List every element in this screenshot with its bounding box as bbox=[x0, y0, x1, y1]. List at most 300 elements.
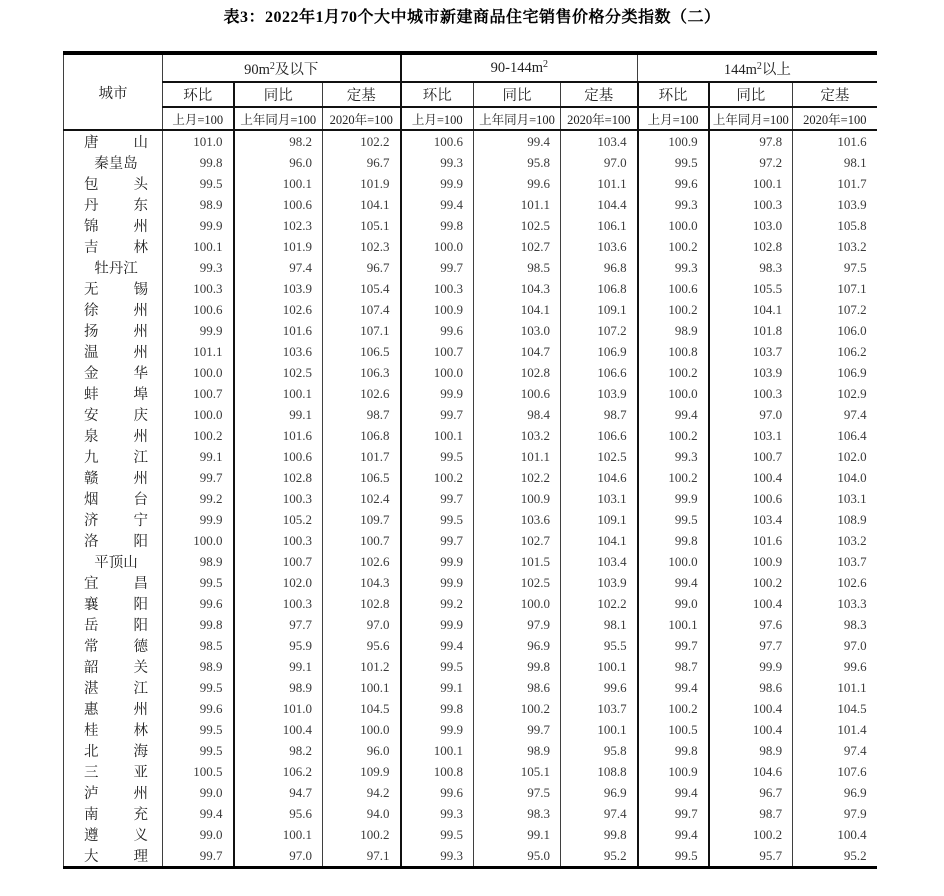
value-cell: 101.7 bbox=[793, 173, 877, 194]
city-name bbox=[84, 215, 148, 236]
value-cell: 100.2 bbox=[163, 425, 234, 446]
value-cell: 97.5 bbox=[793, 257, 877, 278]
city-cell bbox=[64, 257, 163, 278]
value-cell: 100.2 bbox=[638, 467, 709, 488]
value-cell: 99.8 bbox=[474, 656, 561, 677]
table-row bbox=[64, 572, 877, 593]
value-cell: 101.2 bbox=[323, 656, 401, 677]
value-cell: 95.8 bbox=[561, 740, 638, 761]
city-name-char: 州 bbox=[133, 303, 148, 319]
value-cell: 99.4 bbox=[638, 677, 709, 698]
value-cell: 97.6 bbox=[709, 614, 793, 635]
value-cell: 103.4 bbox=[561, 551, 638, 572]
value-cell: 98.7 bbox=[323, 404, 401, 425]
city-cell bbox=[64, 614, 163, 635]
city-name-char: 蚌 bbox=[84, 387, 99, 403]
value-cell: 98.9 bbox=[474, 740, 561, 761]
value-cell: 100.6 bbox=[401, 130, 474, 152]
value-cell: 103.4 bbox=[709, 509, 793, 530]
table-row bbox=[64, 719, 877, 740]
value-cell: 98.6 bbox=[474, 677, 561, 698]
value-cell: 103.6 bbox=[561, 236, 638, 257]
table-row bbox=[64, 740, 877, 761]
value-cell: 107.6 bbox=[793, 761, 877, 782]
table-row bbox=[64, 152, 877, 173]
value-cell: 101.4 bbox=[793, 719, 877, 740]
city-name bbox=[84, 341, 148, 362]
city-cell bbox=[64, 656, 163, 677]
value-cell: 102.3 bbox=[323, 236, 401, 257]
city-name bbox=[84, 845, 148, 866]
value-cell: 99.7 bbox=[401, 257, 474, 278]
value-cell: 105.4 bbox=[323, 278, 401, 299]
city-name-char: 九 bbox=[84, 450, 99, 466]
city-name-char: 州 bbox=[133, 345, 148, 361]
header-yoy-2: 同比 bbox=[474, 82, 561, 107]
value-cell: 98.5 bbox=[163, 635, 234, 656]
city-name-char: 丹 bbox=[84, 198, 99, 214]
city-name-char: 顶 bbox=[108, 555, 124, 571]
value-cell: 106.9 bbox=[793, 362, 877, 383]
value-cell: 107.1 bbox=[323, 320, 401, 341]
value-cell: 105.1 bbox=[323, 215, 401, 236]
value-cell: 100.1 bbox=[561, 656, 638, 677]
value-cell: 101.1 bbox=[163, 341, 234, 362]
value-cell: 99.5 bbox=[638, 845, 709, 868]
city-cell bbox=[64, 236, 163, 257]
value-cell: 100.4 bbox=[234, 719, 323, 740]
value-cell: 100.0 bbox=[638, 383, 709, 404]
table-row bbox=[64, 257, 877, 278]
city-name bbox=[84, 383, 148, 404]
value-cell: 103.4 bbox=[561, 130, 638, 152]
city-cell bbox=[64, 278, 163, 299]
value-cell: 100.1 bbox=[561, 719, 638, 740]
value-cell: 102.7 bbox=[474, 236, 561, 257]
city-name-char: 湛 bbox=[84, 681, 99, 697]
city-name-char: 安 bbox=[84, 408, 99, 424]
city-name-char: 牡 bbox=[94, 261, 109, 277]
value-cell: 102.6 bbox=[323, 383, 401, 404]
base-label-prev-month-3: 上月=100 bbox=[638, 107, 709, 130]
value-cell: 97.9 bbox=[793, 803, 877, 824]
value-cell: 98.4 bbox=[474, 404, 561, 425]
city-name-char: 金 bbox=[84, 366, 99, 382]
value-cell: 96.9 bbox=[561, 782, 638, 803]
value-cell: 98.7 bbox=[561, 404, 638, 425]
city-name bbox=[84, 635, 148, 656]
table-row bbox=[64, 215, 877, 236]
city-name-char: 南 bbox=[84, 807, 99, 823]
value-cell: 99.1 bbox=[474, 824, 561, 845]
value-cell: 104.4 bbox=[561, 194, 638, 215]
value-cell: 99.3 bbox=[638, 257, 709, 278]
value-cell: 102.8 bbox=[709, 236, 793, 257]
city-cell bbox=[64, 299, 163, 320]
value-cell: 102.8 bbox=[474, 362, 561, 383]
city-name-char: 锡 bbox=[133, 282, 148, 298]
value-cell: 103.2 bbox=[474, 425, 561, 446]
value-cell: 101.0 bbox=[163, 130, 234, 152]
city-name-char: 充 bbox=[133, 807, 148, 823]
value-cell: 100.9 bbox=[709, 551, 793, 572]
city-name bbox=[84, 446, 148, 467]
value-cell: 99.5 bbox=[401, 509, 474, 530]
value-cell: 103.6 bbox=[474, 509, 561, 530]
value-cell: 99.6 bbox=[793, 656, 877, 677]
value-cell: 98.7 bbox=[709, 803, 793, 824]
value-cell: 99.6 bbox=[474, 173, 561, 194]
city-cell bbox=[64, 194, 163, 215]
value-cell: 94.0 bbox=[323, 803, 401, 824]
city-name-char: 阳 bbox=[133, 597, 148, 613]
city-name bbox=[84, 740, 148, 761]
value-cell: 99.6 bbox=[163, 593, 234, 614]
value-cell: 96.0 bbox=[234, 152, 323, 173]
table-header bbox=[64, 53, 877, 130]
value-cell: 102.3 bbox=[234, 215, 323, 236]
city-name-char: 埠 bbox=[133, 387, 148, 403]
value-cell: 100.2 bbox=[638, 425, 709, 446]
value-cell: 100.2 bbox=[709, 824, 793, 845]
value-cell: 95.2 bbox=[793, 845, 877, 868]
base-header-row bbox=[64, 107, 877, 130]
value-cell: 103.1 bbox=[793, 488, 877, 509]
value-cell: 100.2 bbox=[638, 698, 709, 719]
group-label-suffix: 及以下 bbox=[274, 61, 319, 78]
value-cell: 100.6 bbox=[638, 278, 709, 299]
value-cell: 102.2 bbox=[474, 467, 561, 488]
value-cell: 102.6 bbox=[793, 572, 877, 593]
value-cell: 107.1 bbox=[793, 278, 877, 299]
value-cell: 104.0 bbox=[793, 467, 877, 488]
value-cell: 100.3 bbox=[709, 383, 793, 404]
city-column-header: 城市 bbox=[64, 53, 163, 130]
value-cell: 100.9 bbox=[638, 761, 709, 782]
value-cell: 99.1 bbox=[234, 656, 323, 677]
header-yoy-3: 同比 bbox=[709, 82, 793, 107]
base-label-2020-1: 2020年=100 bbox=[323, 107, 401, 130]
city-name-char: 韶 bbox=[84, 660, 99, 676]
city-cell bbox=[64, 719, 163, 740]
value-cell: 103.7 bbox=[793, 551, 877, 572]
value-cell: 103.9 bbox=[234, 278, 323, 299]
value-cell: 100.2 bbox=[638, 299, 709, 320]
value-cell: 107.4 bbox=[323, 299, 401, 320]
value-cell: 97.5 bbox=[474, 782, 561, 803]
city-name bbox=[84, 152, 148, 173]
city-name bbox=[84, 236, 148, 257]
city-name bbox=[84, 761, 148, 782]
value-cell: 97.9 bbox=[474, 614, 561, 635]
city-name-char: 州 bbox=[133, 471, 148, 487]
value-cell: 103.0 bbox=[474, 320, 561, 341]
value-cell: 106.9 bbox=[561, 341, 638, 362]
value-cell: 99.3 bbox=[401, 803, 474, 824]
city-name bbox=[84, 425, 148, 446]
value-cell: 109.1 bbox=[561, 509, 638, 530]
city-name-char: 山 bbox=[123, 555, 138, 571]
table-row bbox=[64, 530, 877, 551]
value-cell: 104.5 bbox=[793, 698, 877, 719]
superscript-2: 2 bbox=[542, 59, 548, 70]
page-title: 表3：2022年1月70个大中城市新建商品住宅销售价格分类指数（二） bbox=[223, 9, 721, 26]
value-cell: 99.4 bbox=[638, 572, 709, 593]
city-name-char: 北 bbox=[84, 744, 99, 760]
city-name bbox=[84, 362, 148, 383]
value-cell: 100.4 bbox=[709, 593, 793, 614]
value-cell: 102.5 bbox=[234, 362, 323, 383]
table-row bbox=[64, 782, 877, 803]
city-name-char: 泸 bbox=[84, 786, 99, 802]
value-cell: 99.3 bbox=[638, 446, 709, 467]
city-name-char: 义 bbox=[133, 828, 148, 844]
city-name-char: 昌 bbox=[133, 576, 148, 592]
table-row bbox=[64, 278, 877, 299]
price-index-table bbox=[63, 51, 877, 869]
value-cell: 102.9 bbox=[793, 383, 877, 404]
value-cell: 100.6 bbox=[709, 488, 793, 509]
city-name-char: 州 bbox=[133, 429, 148, 445]
value-cell: 97.7 bbox=[709, 635, 793, 656]
value-cell: 98.9 bbox=[234, 677, 323, 698]
value-cell: 101.9 bbox=[234, 236, 323, 257]
city-name bbox=[84, 803, 148, 824]
value-cell: 99.7 bbox=[163, 467, 234, 488]
city-cell bbox=[64, 530, 163, 551]
value-cell: 99.9 bbox=[401, 614, 474, 635]
value-cell: 99.5 bbox=[163, 572, 234, 593]
header-mom-1: 环比 bbox=[163, 82, 234, 107]
value-cell: 99.9 bbox=[401, 383, 474, 404]
value-cell: 97.4 bbox=[234, 257, 323, 278]
value-cell: 99.5 bbox=[401, 446, 474, 467]
value-cell: 99.1 bbox=[234, 404, 323, 425]
city-name-char: 江 bbox=[133, 681, 148, 697]
value-cell: 99.5 bbox=[638, 152, 709, 173]
value-cell: 99.7 bbox=[638, 635, 709, 656]
table-row bbox=[64, 130, 877, 152]
value-cell: 100.9 bbox=[401, 299, 474, 320]
value-cell: 98.1 bbox=[793, 152, 877, 173]
table-row bbox=[64, 593, 877, 614]
value-cell: 106.8 bbox=[561, 278, 638, 299]
value-cell: 108.8 bbox=[561, 761, 638, 782]
city-name-char: 关 bbox=[133, 660, 148, 676]
city-name-char: 华 bbox=[133, 366, 148, 382]
value-cell: 102.6 bbox=[323, 551, 401, 572]
value-cell: 100.1 bbox=[234, 824, 323, 845]
header-base-3: 定基 bbox=[793, 82, 877, 107]
city-name bbox=[84, 299, 148, 320]
value-cell: 102.7 bbox=[474, 530, 561, 551]
value-cell: 100.8 bbox=[401, 761, 474, 782]
city-cell bbox=[64, 173, 163, 194]
value-cell: 106.8 bbox=[323, 425, 401, 446]
value-cell: 100.0 bbox=[163, 404, 234, 425]
value-cell: 99.7 bbox=[163, 845, 234, 868]
city-name-char: 理 bbox=[133, 849, 148, 865]
city-name-char: 阳 bbox=[133, 618, 148, 634]
value-cell: 97.8 bbox=[709, 130, 793, 152]
value-cell: 100.7 bbox=[234, 551, 323, 572]
city-name bbox=[84, 131, 148, 152]
value-cell: 99.3 bbox=[401, 152, 474, 173]
value-cell: 99.8 bbox=[401, 215, 474, 236]
value-cell: 98.9 bbox=[709, 740, 793, 761]
city-name-char: 德 bbox=[133, 639, 148, 655]
value-cell: 94.7 bbox=[234, 782, 323, 803]
value-cell: 101.6 bbox=[234, 320, 323, 341]
city-cell bbox=[64, 425, 163, 446]
value-cell: 99.6 bbox=[638, 173, 709, 194]
value-cell: 98.3 bbox=[474, 803, 561, 824]
value-cell: 99.6 bbox=[401, 320, 474, 341]
city-name-char: 吉 bbox=[84, 240, 99, 256]
city-name-char: 皇 bbox=[108, 156, 124, 172]
value-cell: 100.7 bbox=[163, 383, 234, 404]
city-name-char: 泉 bbox=[84, 429, 99, 445]
value-cell: 105.2 bbox=[234, 509, 323, 530]
value-cell: 100.8 bbox=[638, 341, 709, 362]
value-cell: 99.7 bbox=[401, 530, 474, 551]
city-name-char: 唐 bbox=[84, 135, 99, 151]
value-cell: 104.1 bbox=[709, 299, 793, 320]
city-name-char: 江 bbox=[123, 261, 138, 277]
value-cell: 100.3 bbox=[234, 488, 323, 509]
value-cell: 101.9 bbox=[323, 173, 401, 194]
value-cell: 103.1 bbox=[561, 488, 638, 509]
value-cell: 94.2 bbox=[323, 782, 401, 803]
city-name bbox=[84, 782, 148, 803]
value-cell: 100.7 bbox=[323, 530, 401, 551]
table-row bbox=[64, 425, 877, 446]
value-cell: 96.0 bbox=[323, 740, 401, 761]
value-cell: 99.5 bbox=[638, 509, 709, 530]
city-name bbox=[84, 572, 148, 593]
value-cell: 103.9 bbox=[561, 572, 638, 593]
value-cell: 97.4 bbox=[793, 740, 877, 761]
value-cell: 100.7 bbox=[401, 341, 474, 362]
city-name-char: 州 bbox=[133, 219, 148, 235]
value-cell: 99.8 bbox=[163, 614, 234, 635]
value-cell: 99.8 bbox=[561, 824, 638, 845]
table-row bbox=[64, 173, 877, 194]
value-cell: 102.5 bbox=[561, 446, 638, 467]
value-cell: 100.3 bbox=[401, 278, 474, 299]
value-cell: 99.4 bbox=[638, 404, 709, 425]
value-cell: 101.6 bbox=[793, 130, 877, 152]
value-cell: 99.7 bbox=[474, 719, 561, 740]
value-cell: 98.9 bbox=[163, 656, 234, 677]
city-cell bbox=[64, 845, 163, 868]
value-cell: 107.2 bbox=[793, 299, 877, 320]
value-cell: 99.3 bbox=[638, 194, 709, 215]
value-cell: 99.9 bbox=[401, 572, 474, 593]
city-name-char: 亚 bbox=[133, 765, 148, 781]
city-name-char: 山 bbox=[133, 135, 148, 151]
value-cell: 100.3 bbox=[163, 278, 234, 299]
value-cell: 100.6 bbox=[474, 383, 561, 404]
city-name-char: 林 bbox=[133, 723, 148, 739]
city-cell bbox=[64, 677, 163, 698]
value-cell: 100.0 bbox=[401, 362, 474, 383]
value-cell: 96.7 bbox=[709, 782, 793, 803]
value-cell: 96.9 bbox=[793, 782, 877, 803]
value-cell: 100.3 bbox=[234, 593, 323, 614]
value-cell: 100.6 bbox=[163, 299, 234, 320]
city-name bbox=[84, 677, 148, 698]
city-name-char: 襄 bbox=[84, 597, 99, 613]
value-cell: 106.3 bbox=[323, 362, 401, 383]
table-row bbox=[64, 698, 877, 719]
table-row bbox=[64, 383, 877, 404]
table-row bbox=[64, 236, 877, 257]
city-name-char: 头 bbox=[133, 177, 148, 193]
city-name-char: 阳 bbox=[133, 534, 148, 550]
table-row bbox=[64, 362, 877, 383]
city-name bbox=[84, 698, 148, 719]
value-cell: 101.6 bbox=[234, 425, 323, 446]
value-cell: 98.1 bbox=[561, 614, 638, 635]
city-cell bbox=[64, 215, 163, 236]
table-row bbox=[64, 656, 877, 677]
city-name-char: 烟 bbox=[84, 492, 99, 508]
city-name-char: 林 bbox=[133, 240, 148, 256]
table-row bbox=[64, 761, 877, 782]
city-name-char: 州 bbox=[133, 786, 148, 802]
value-cell: 95.5 bbox=[561, 635, 638, 656]
city-cell bbox=[64, 320, 163, 341]
value-cell: 99.9 bbox=[401, 173, 474, 194]
value-cell: 100.5 bbox=[163, 761, 234, 782]
value-cell: 101.1 bbox=[793, 677, 877, 698]
value-cell: 100.1 bbox=[401, 740, 474, 761]
value-cell: 103.1 bbox=[709, 425, 793, 446]
value-cell: 99.6 bbox=[561, 677, 638, 698]
city-cell bbox=[64, 404, 163, 425]
value-cell: 105.1 bbox=[474, 761, 561, 782]
value-cell: 96.7 bbox=[323, 257, 401, 278]
value-cell: 99.5 bbox=[163, 677, 234, 698]
value-cell: 103.7 bbox=[561, 698, 638, 719]
value-cell: 100.6 bbox=[234, 446, 323, 467]
value-cell: 102.2 bbox=[561, 593, 638, 614]
city-name bbox=[84, 656, 148, 677]
city-cell bbox=[64, 362, 163, 383]
value-cell: 102.6 bbox=[234, 299, 323, 320]
value-cell: 99.4 bbox=[474, 130, 561, 152]
value-cell: 100.2 bbox=[401, 467, 474, 488]
value-cell: 99.9 bbox=[163, 509, 234, 530]
city-name-char: 扬 bbox=[84, 324, 99, 340]
city-name-char: 济 bbox=[84, 513, 99, 529]
value-cell: 99.5 bbox=[401, 824, 474, 845]
value-cell: 95.0 bbox=[474, 845, 561, 868]
value-cell: 105.8 bbox=[793, 215, 877, 236]
value-cell: 99.5 bbox=[163, 173, 234, 194]
city-name-char: 平 bbox=[94, 555, 109, 571]
value-cell: 97.7 bbox=[234, 614, 323, 635]
value-cell: 100.0 bbox=[163, 530, 234, 551]
value-cell: 99.9 bbox=[401, 551, 474, 572]
value-cell: 98.9 bbox=[163, 551, 234, 572]
value-cell: 97.0 bbox=[323, 614, 401, 635]
value-cell: 109.7 bbox=[323, 509, 401, 530]
city-cell bbox=[64, 824, 163, 845]
header-mom-3: 环比 bbox=[638, 82, 709, 107]
city-name-char: 温 bbox=[84, 345, 99, 361]
